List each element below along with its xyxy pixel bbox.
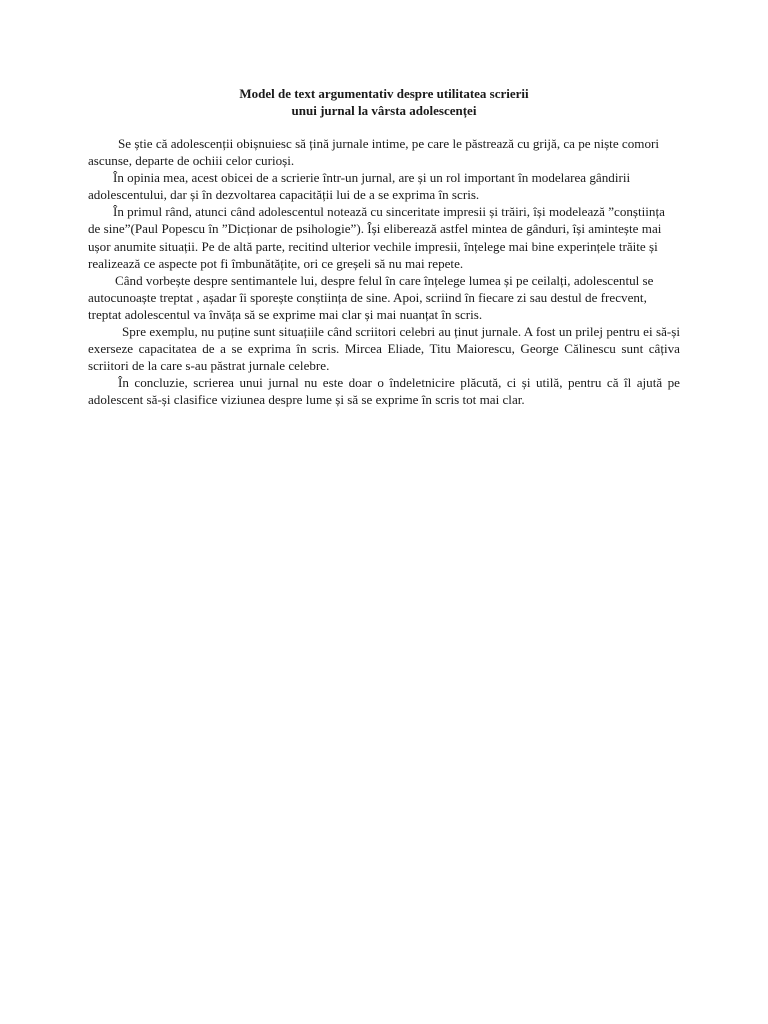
paragraph-intro: Se știe că adolescenții obișnuiesc să țină jurnale intime, pe care le păstrează cu grijă, ca pe niște comori ascunse, departe de ochiii celor curioși. [88, 136, 659, 169]
document-title-line-1: Model de text argumentativ despre utilitatea scrierii [239, 86, 529, 101]
paragraph-example: Spre exemplu, nu puține sunt situațiile când scriitori celebri au ținut jurnale. A fost un prilej pentru ei să-și exerseze capacitatea de a se exprima în scris. Mircea Eliade, Titu Maiorescu, George Călinescu sunt câțiva scriitori de la care s-au păstrat jurnale celebre. [88, 324, 680, 374]
paragraph-first-argument: În primul rând, atunci când adolescentul notează cu sinceritate impresii și trăiri, își modelează ”conștiința de sine”(Paul Popescu în ”Dicționar de psihologie”). Își eliberează astfel mintea de gânduri, își amintește mai ușor anumite situații. Pe de altă parte, recitind ulterior vechile impresii, înțelege mai bine experințele trăite și realizează ce aspecte pot fi îmbunătățite, ori ce greșeli să nu mai repete. [88, 204, 665, 271]
document-title-line-2: unui jurnal la vârsta adolescenței [291, 103, 477, 118]
paragraph-conclusion: În concluzie, scrierea unui jurnal nu este doar o îndeletnicire plăcută, ci și utilă, pentru că îl ajută pe adolescent să-și clasifice viziunea despre lume și să se exprime în scris tot mai clar. [88, 375, 680, 408]
paragraph-second-argument: Când vorbește despre sentimantele lui, despre felul în care înțelege lumea și pe ceilalți, adolescentul se autocunoaște treptat , așadar îi sporește conștiința de sine. Apoi, scriind în fiecare zi sau destul de frecvent, treptat adolescentul va învăța să se exprime mai clar și mai nuanțat în scris. [88, 272, 654, 322]
document-body [88, 135, 680, 409]
paragraph-opinion: În opinia mea, acest obicei de a scrierie într-un jurnal, are și un rol important în modelarea gândirii adolescentului, dar și în dezvoltarea capacității lui de a se exprima în scris. [88, 170, 631, 203]
